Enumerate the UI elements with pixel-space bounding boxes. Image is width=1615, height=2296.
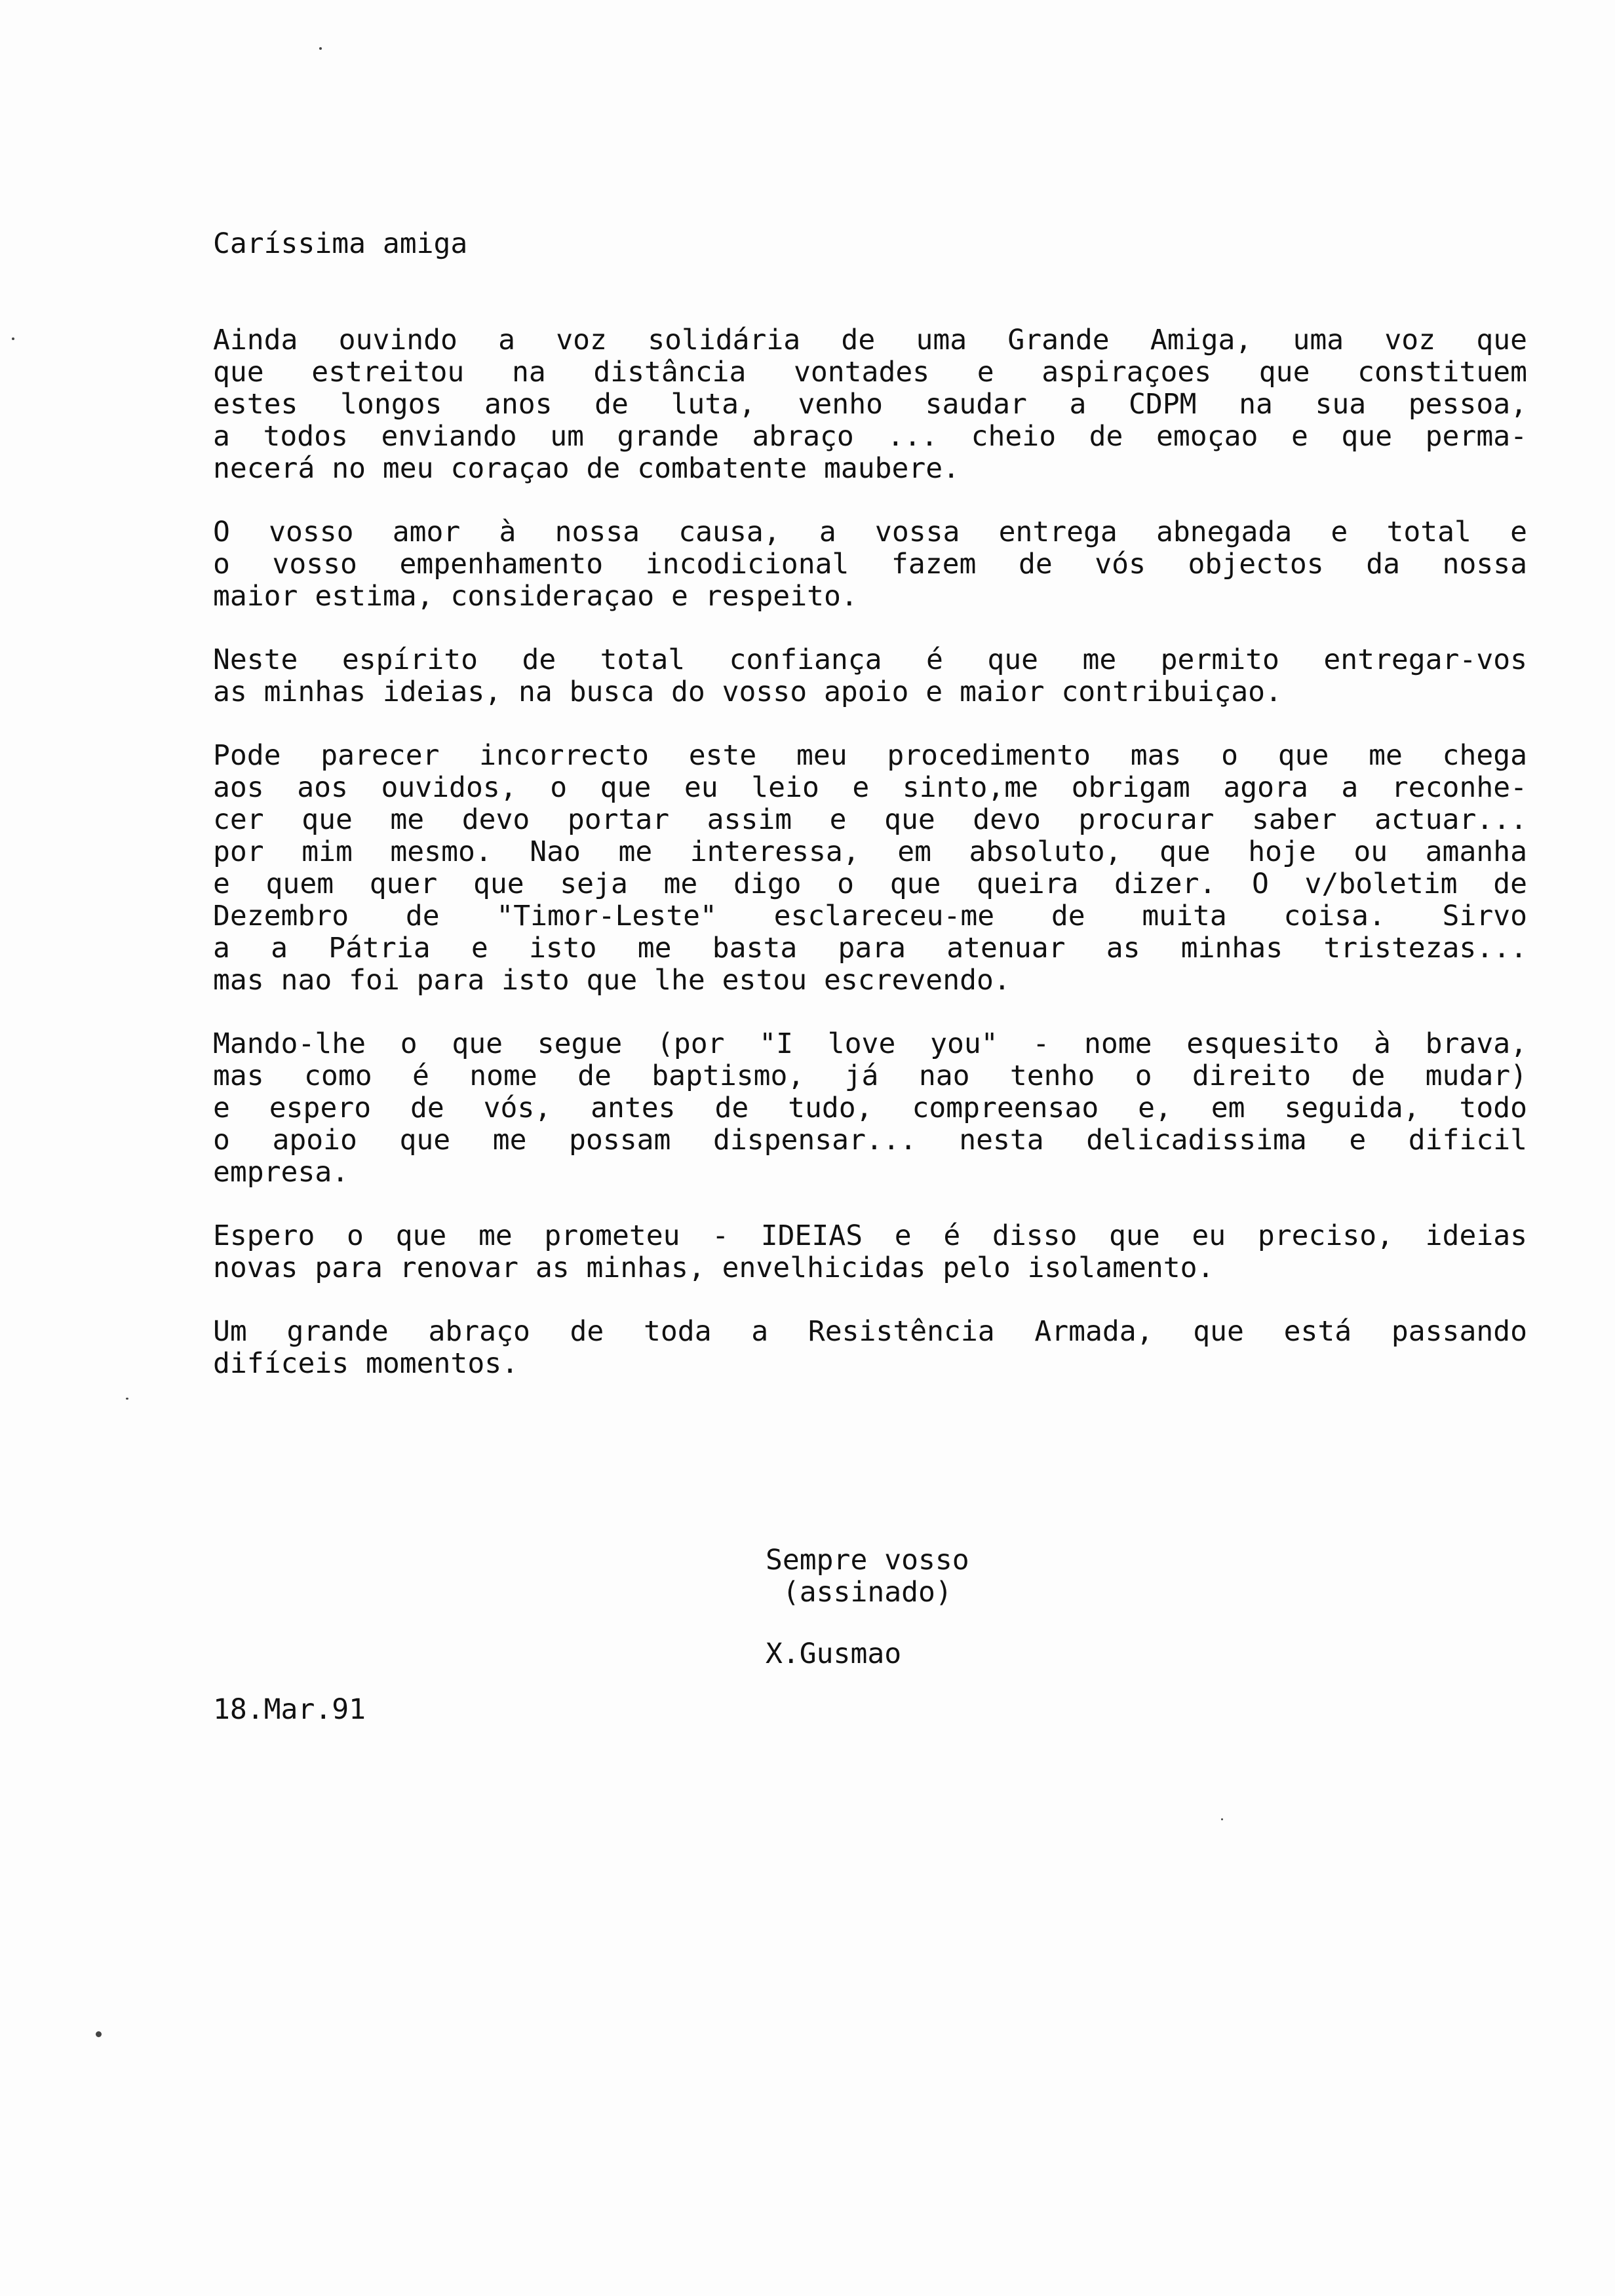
letter-paragraphs: [213, 324, 1527, 1380]
paragraph-line: as minhas ideias, na busca do vosso apoio e maior contribuiçao.: [213, 676, 1282, 708]
paragraph-line: estes longos anos de luta, venho saudar a CDPM na sua pessoa,: [213, 388, 1527, 421]
paragraph-line: Dezembro de "Timor-Leste" esclareceu-me de muita coisa. Sirvo: [213, 900, 1527, 932]
paragraph-line: o apoio que me possam dispensar... nesta delicadissima e dificil: [213, 1124, 1527, 1157]
paragraph: [213, 1220, 1527, 1284]
paragraph-line: por mim mesmo. Nao me interessa, em absoluto, que hoje ou amanha: [213, 835, 1527, 868]
paragraph-line: aos aos ouvidos, o que eu leio e sinto,me obrigam agora a reconhe-: [213, 771, 1527, 804]
paragraph-line: o vosso empenhamento incodicional fazem de vós objectos da nossa: [213, 548, 1527, 581]
paragraph-line: novas para renovar as minhas, envelhicidas pelo isolamento.: [213, 1252, 1215, 1284]
paragraph-line: Um grande abraço de toda a Resistência Armada, que está passando: [213, 1315, 1527, 1348]
paragraph: [213, 1028, 1527, 1189]
paragraph-line: e espero de vós, antes de tudo, compreensao e, em seguida, todo: [213, 1092, 1527, 1124]
paragraph-line: Espero o que me prometeu - IDEIAS e é disso que eu preciso, ideias: [213, 1219, 1527, 1252]
scan-speck: [1221, 1818, 1223, 1820]
closing-block: [766, 1544, 969, 1670]
paragraph: [213, 516, 1527, 613]
paragraph: [213, 740, 1527, 997]
letter-body: [213, 228, 1527, 1411]
paragraph: [213, 1316, 1527, 1380]
paragraph-line: necerá no meu coraçao de combatente maubere.: [213, 452, 960, 485]
paragraph-line: maior estima, consideraçao e respeito.: [213, 580, 858, 613]
signature-note: (assinado): [766, 1576, 952, 1609]
paragraph-line: Ainda ouvindo a voz solidária de uma Grande Amiga, uma voz que: [213, 324, 1527, 356]
paragraph-line: difíceis momentos.: [213, 1347, 518, 1380]
scan-speck: [319, 47, 322, 50]
paragraph-line: a a Pátria e isto me basta para atenuar as minhas tristezas...: [213, 932, 1527, 965]
paragraph-line: e quem quer que seja me digo o que queira dizer. O v/boletim de: [213, 868, 1527, 900]
paragraph-line: que estreitou na distância vontades e aspiraçoes que constituem: [213, 356, 1527, 389]
paragraph-line: O vosso amor à nossa causa, a vossa entrega abnegada e total e: [213, 516, 1527, 548]
scan-speck: [12, 337, 14, 340]
paragraph-line: mas como é nome de baptismo, já nao tenho o direito de mudar): [213, 1060, 1527, 1092]
signer-name: X.Gusmao: [766, 1637, 902, 1670]
letter-date: 18.Mar.91: [213, 1693, 366, 1726]
closing-phrase: Sempre vosso: [766, 1544, 969, 1577]
paragraph-line: cer que me devo portar assim e que devo procurar saber actuar...: [213, 803, 1527, 836]
paragraph-line: mas nao foi para isto que lhe estou escrevendo.: [213, 964, 1011, 997]
paragraph-line: Neste espírito de total confiança é que me permito entregar-vos: [213, 643, 1527, 676]
paragraph-line: a todos enviando um grande abraço ... cheio de emoçao e que perma-: [213, 420, 1527, 453]
paragraph-line: empresa.: [213, 1156, 349, 1189]
scan-speck: [96, 2031, 102, 2037]
paragraph: [213, 324, 1527, 485]
paragraph-line: Mando-lhe o que segue (por "I love you" - nome esquesito à brava,: [213, 1027, 1527, 1060]
paragraph-line: Pode parecer incorrecto este meu procedimento mas o que me chega: [213, 739, 1527, 772]
salutation: Caríssima amiga: [213, 227, 468, 260]
scan-speck: [126, 1398, 128, 1400]
paragraph: [213, 644, 1527, 708]
